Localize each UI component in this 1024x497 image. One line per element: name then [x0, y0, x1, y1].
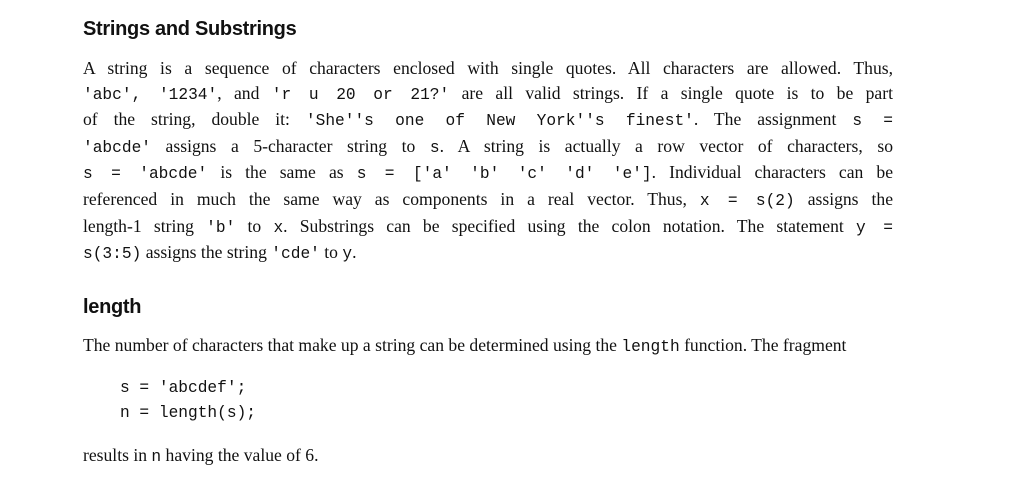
paragraph-line — [83, 160, 893, 187]
inline-code: 'She''s one of New York''s finest' — [305, 112, 694, 131]
inline-code: s = 'abcde' — [83, 165, 208, 184]
paragraph-line — [83, 240, 893, 267]
text-run: referenced in much the same way as components in a real vector. Thus, — [83, 188, 700, 209]
code-fragment — [120, 376, 893, 426]
inline-code: y = — [856, 218, 893, 237]
text-run: The number of characters that make up a string can be determined using the — [83, 334, 622, 355]
inline-code: x — [273, 218, 284, 237]
text-run: of the string, double it: — [83, 109, 306, 130]
inline-code: n — [151, 448, 162, 467]
text-run: . — [352, 242, 357, 263]
inline-code: length — [621, 337, 680, 356]
text-run: length-1 string — [83, 215, 207, 236]
text-run: having the value of 6. — [161, 445, 319, 466]
paragraph-line — [83, 81, 893, 108]
document-page — [83, 14, 893, 470]
result-paragraph — [83, 443, 893, 470]
text-run: . A string is actually a row vector of characters, so — [439, 135, 893, 156]
inline-code: x = s(2) — [699, 191, 795, 210]
text-run: assigns a 5-character string to — [151, 135, 430, 156]
code-line: s = 'abcdef'; — [120, 379, 247, 398]
inline-code: 'cde' — [271, 245, 320, 264]
paragraph-line — [83, 187, 893, 214]
inline-code: y — [342, 245, 353, 264]
strings-paragraph — [83, 56, 893, 267]
paragraph-line — [83, 214, 893, 241]
text-run: is the same as — [207, 162, 357, 183]
inline-code: 'abcde' — [83, 138, 151, 157]
inline-code: s — [429, 138, 440, 157]
inline-code: s(3:5) — [83, 245, 142, 264]
inline-code: 'abc', '1234' — [83, 85, 218, 104]
text-run: . Substrings can be specified using the colon notation. The statement — [283, 215, 857, 236]
text-run: results in — [83, 445, 152, 466]
section-title-length: length — [83, 295, 142, 318]
paragraph-line — [83, 134, 893, 161]
text-run: are all valid strings. If a single quote is to be part — [449, 82, 893, 103]
text-run: . Individual characters can be — [651, 162, 894, 183]
length-paragraph — [83, 333, 893, 360]
paragraph-line — [83, 56, 893, 81]
text-run: to — [235, 215, 274, 236]
section-title-strings: Strings and Substrings — [83, 18, 297, 40]
code-line: n = length(s); — [120, 404, 256, 423]
text-run: , and — [217, 82, 272, 103]
inline-code: 'r u 20 or 21?' — [271, 85, 450, 104]
paragraph-line — [83, 107, 893, 134]
text-run: to — [319, 242, 343, 263]
inline-code: 'b' — [206, 218, 236, 237]
text-run: assigns the string — [141, 242, 272, 263]
inline-code: s = — [852, 112, 893, 131]
text-run: function. The fragment — [679, 334, 847, 355]
text-run: assigns the — [794, 188, 893, 209]
inline-code: s = ['a' 'b' 'c' 'd' 'e'] — [356, 165, 652, 184]
text-run: A string is a sequence of characters enclosed with single quotes. All characters are allowed. Thus, — [83, 58, 893, 78]
text-run: . The assignment — [693, 109, 853, 130]
